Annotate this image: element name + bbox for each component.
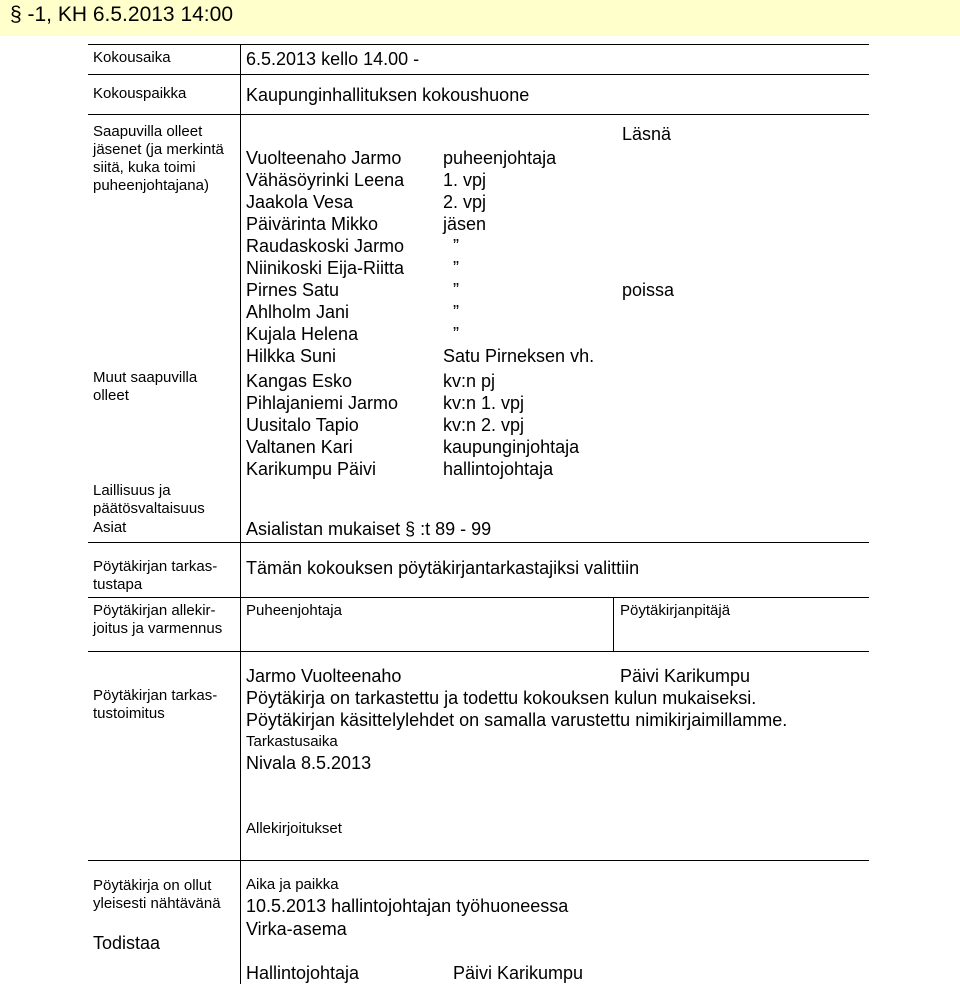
label-line: puheenjohtajana) [93, 177, 209, 194]
label-nahtavana [93, 877, 221, 913]
table-rule [88, 44, 869, 45]
label-line: siitä, kuka toimi [93, 159, 196, 176]
label-tarkastusimitus [93, 687, 217, 723]
chair-name: Jarmo Vuolteenaho [246, 666, 402, 686]
member-role: puheenjohtaja [443, 148, 557, 168]
table-rule [88, 114, 869, 115]
other-role: kaupunginjohtaja [443, 437, 580, 457]
other-name: Valtanen Kari [246, 437, 353, 457]
label-line: joitus ja varmennus [93, 620, 223, 637]
member-name: Hilkka Suni [246, 346, 337, 366]
member-name: Vuolteenaho Jarmo [246, 148, 402, 168]
public-certifier: Päivi Karikumpu [453, 963, 584, 983]
meeting-time: 6.5.2013 kello 14.00 - [246, 49, 420, 69]
other-name: Karikumpu Päivi [246, 459, 377, 479]
label-line: Pöytäkirjan tarkas- [93, 558, 218, 575]
table-rule [88, 651, 869, 652]
tarkastustapa-text: Tämän kokouksen pöytäkirjantarkastajiksi valittiin [246, 558, 640, 578]
label-asiat: Asiat [93, 519, 127, 536]
member-role: Satu Pirneksen vh. [443, 346, 595, 366]
table-rule [88, 74, 869, 75]
member-role: ” [453, 324, 459, 344]
public-position-label: Virka-asema [246, 919, 347, 939]
inspection-line-2: Pöytäkirjan käsittelylehdet on samalla varustettu nimikirjaimillamme. [246, 710, 788, 730]
label-line: päätösvaltaisuus [93, 500, 205, 517]
public-place-value: 10.5.2013 hallintojohtajan työhuoneessa [246, 896, 569, 916]
document-title: § -1, KH 6.5.2013 14:00 [10, 3, 233, 26]
absent-note: poissa [622, 280, 675, 300]
asiat-text: Asialistan mukaiset § :t 89 - 99 [246, 519, 492, 539]
other-name: Uusitalo Tapio [246, 415, 359, 435]
label-line: yleisesti nähtävänä [93, 895, 221, 912]
label-saapuvilla [93, 123, 224, 195]
member-role: jäsen [443, 214, 487, 234]
label-laillisuus [93, 482, 205, 518]
label-kokousaika: Kokousaika [93, 49, 171, 66]
inspection-time-value: Nivala 8.5.2013 [246, 753, 372, 773]
other-role: hallintojohtaja [443, 459, 554, 479]
label-muut-saapuvilla [93, 369, 197, 405]
public-position-value: Hallintojohtaja [246, 963, 360, 983]
member-role: ” [453, 280, 459, 300]
label-tarkastustapa [93, 558, 217, 594]
signatures-label: Allekirjoitukset [246, 820, 342, 837]
column-divider [240, 44, 241, 984]
other-name: Pihlajaniemi Jarmo [246, 393, 399, 413]
label-line: olleet [93, 387, 129, 404]
member-name: Niinikoski Eija-Riitta [246, 258, 405, 278]
member-role: 2. vpj [443, 192, 487, 212]
presence-header: Läsnä [622, 124, 672, 144]
member-name: Pirnes Satu [246, 280, 340, 300]
table-rule [88, 597, 869, 598]
member-name: Ahlholm Jani [246, 302, 350, 322]
label-line: Laillisuus ja [93, 482, 171, 499]
meeting-place: Kaupunginhallituksen kokoushuone [246, 85, 530, 105]
label-line: tustoimitus [93, 705, 165, 722]
label-line: Muut saapuvilla [93, 369, 198, 386]
secretary-name: Päivi Karikumpu [620, 666, 751, 686]
label-kokouspaikka: Kokouspaikka [93, 85, 187, 102]
label-line: Saapuvilla olleet [93, 123, 203, 140]
label-line: jäsenet (ja merkintä [93, 141, 224, 158]
member-name: Jaakola Vesa [246, 192, 354, 212]
inspection-time-label: Tarkastusaika [246, 733, 338, 750]
public-place-label: Aika ja paikka [246, 876, 339, 893]
inspection-line-1: Pöytäkirja on tarkastettu ja todettu kokouksen kulun mukaiseksi. [246, 688, 757, 708]
member-name: Vähäsöyrinki Leena [246, 170, 405, 190]
column-divider [613, 597, 614, 651]
member-role: ” [453, 258, 459, 278]
other-role: kv:n 1. vpj [443, 393, 525, 413]
table-rule [88, 860, 869, 861]
chair-label: Puheenjohtaja [246, 602, 342, 619]
other-role: kv:n pj [443, 371, 496, 391]
table-rule [88, 542, 869, 543]
document-header [0, 0, 960, 36]
member-role: 1. vpj [443, 170, 487, 190]
label-line: Pöytäkirja on ollut [93, 877, 212, 894]
label-line: Pöytäkirjan tarkas- [93, 687, 218, 704]
member-name: Raudaskoski Jarmo [246, 236, 405, 256]
other-role: kv:n 2. vpj [443, 415, 525, 435]
member-name: Kujala Helena [246, 324, 359, 344]
label-line: Pöytäkirjan allekir- [93, 602, 216, 619]
member-name: Päivärinta Mikko [246, 214, 379, 234]
label-allekirjoitus [93, 602, 222, 638]
secretary-label: Pöytäkirjanpitäjä [620, 602, 731, 619]
label-todistaa: Todistaa [93, 933, 161, 953]
label-line: tustapa [93, 576, 143, 593]
member-role: ” [453, 236, 459, 256]
member-role: ” [453, 302, 459, 322]
other-name: Kangas Esko [246, 371, 353, 391]
